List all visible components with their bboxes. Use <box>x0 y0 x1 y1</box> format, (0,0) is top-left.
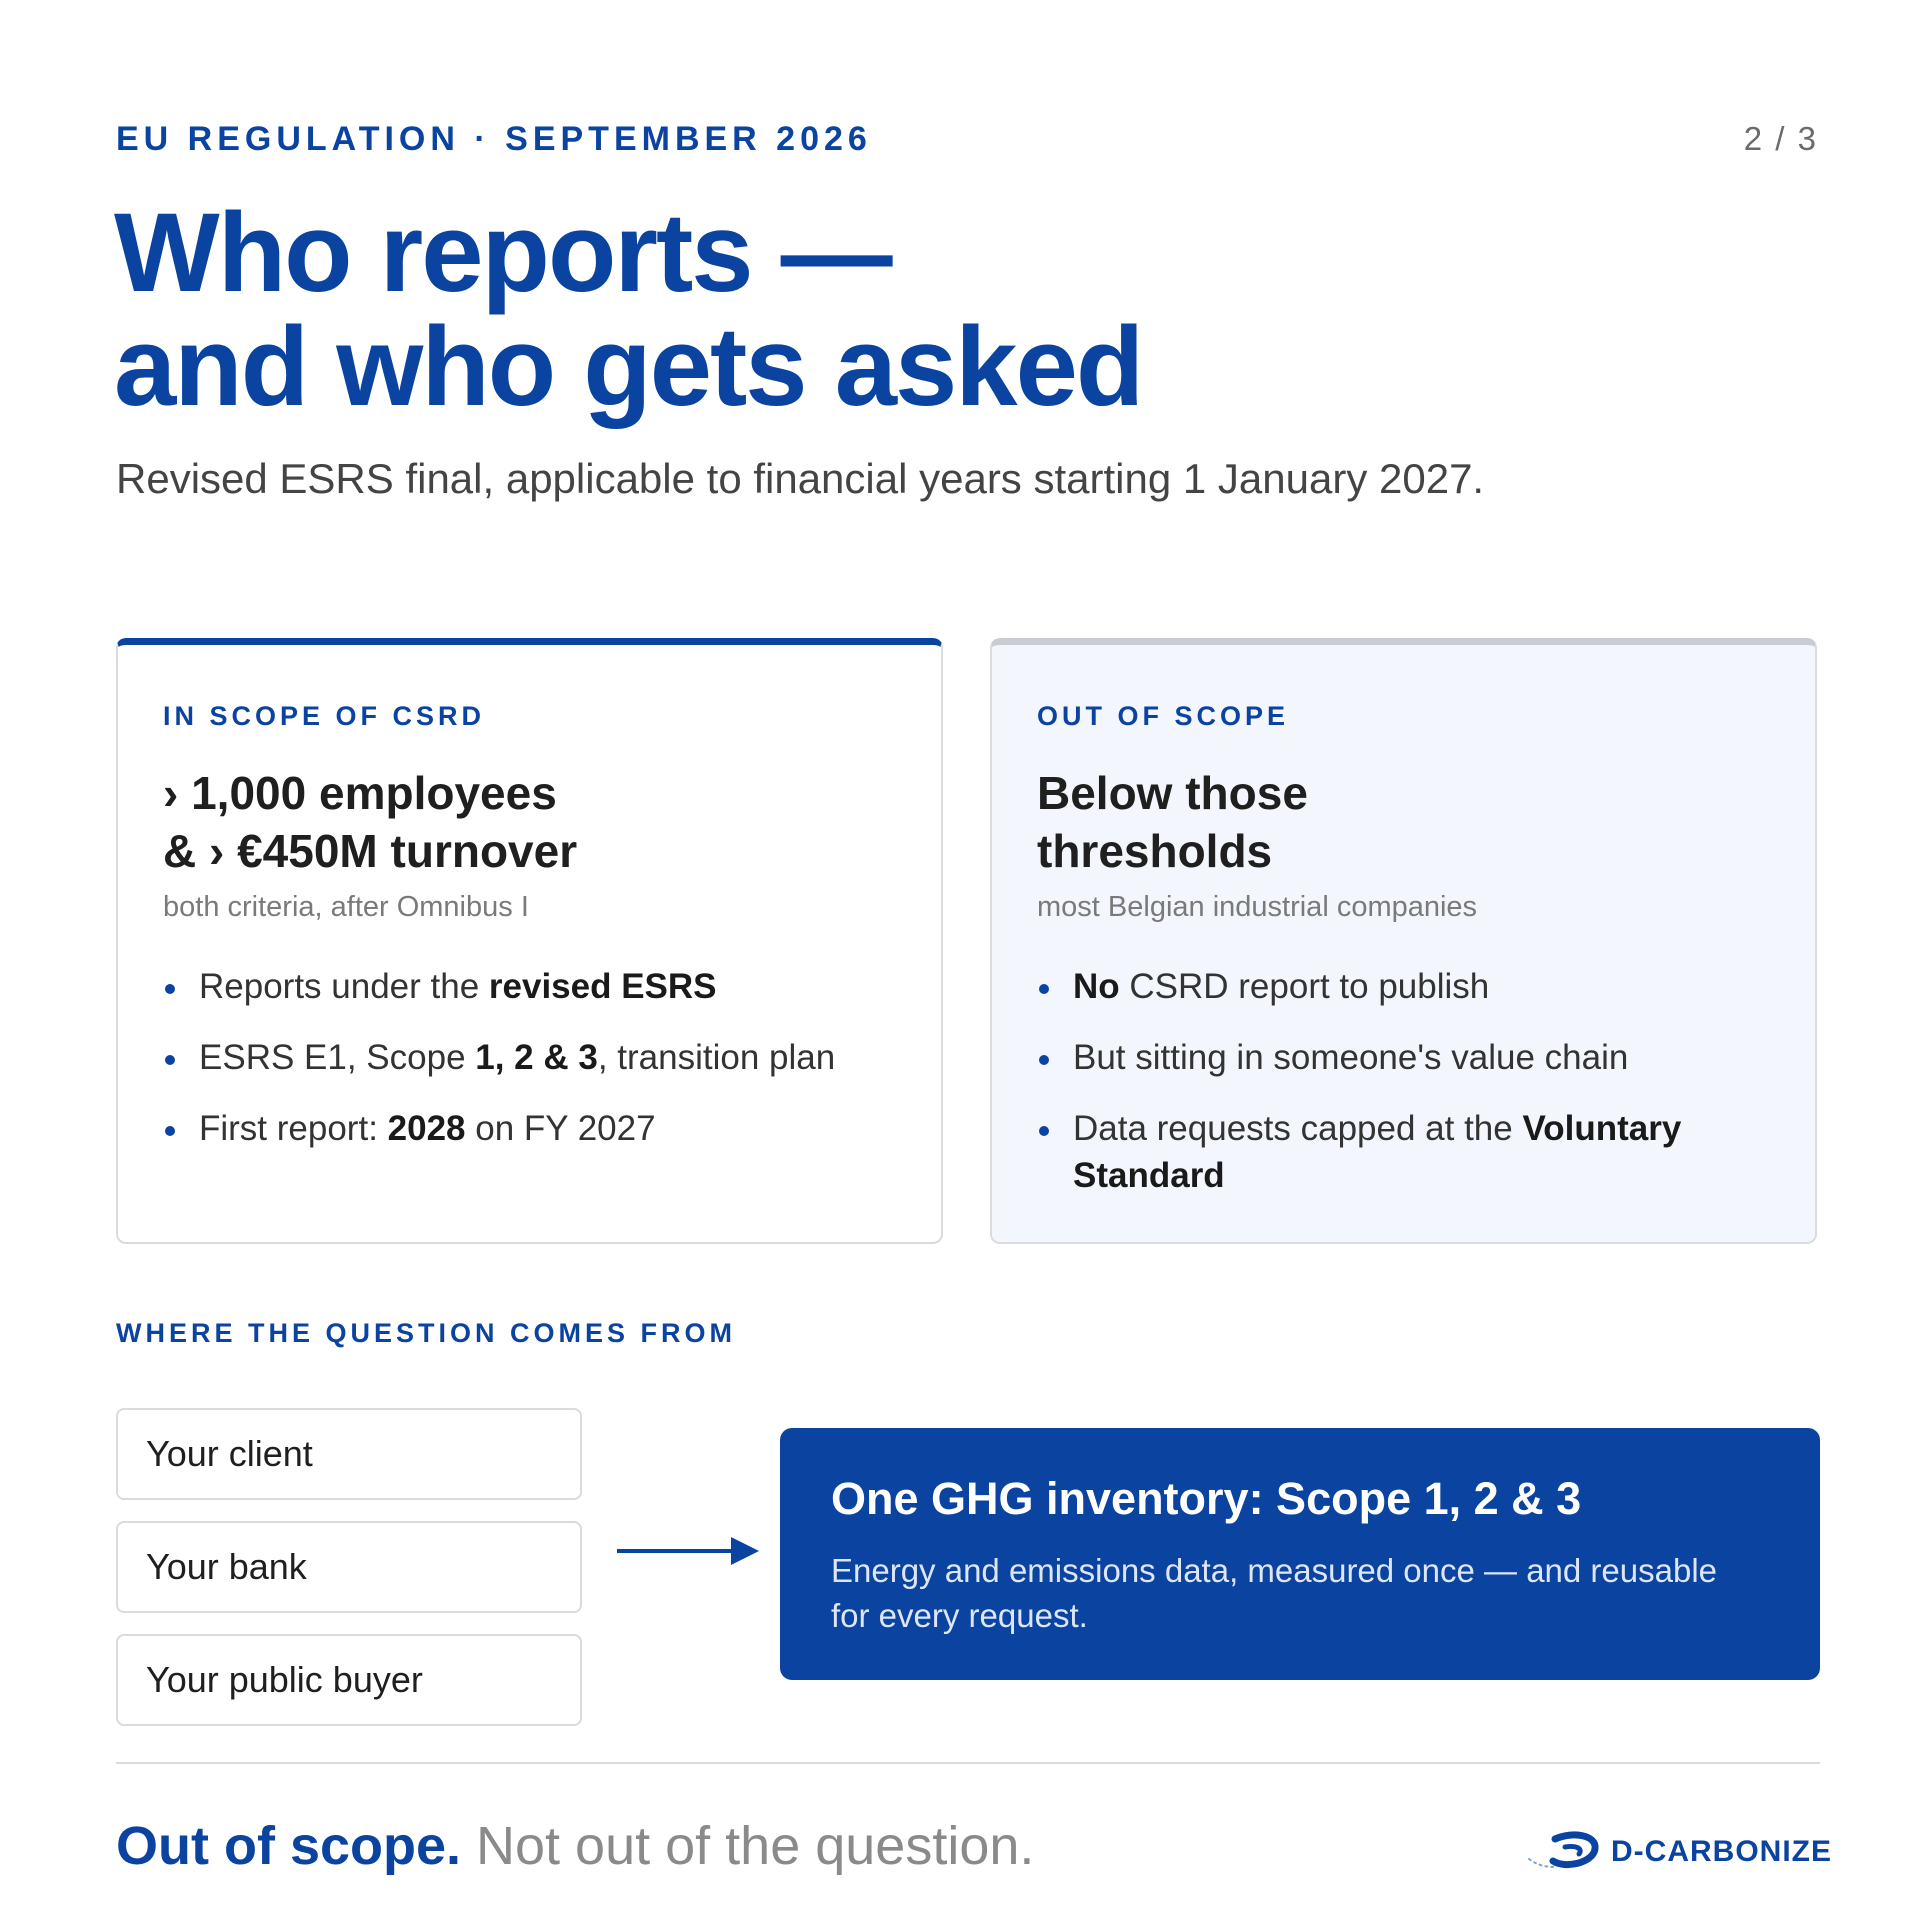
tagline-strong: Out of scope. <box>116 1816 462 1876</box>
tagline-rest: Not out of the question. <box>461 1816 1035 1876</box>
result-text: Energy and emissions data, measured once — and reusable for every request. <box>831 1552 1718 1634</box>
source-client: Your client <box>116 1408 582 1500</box>
source-public-buyer: Your public buyer <box>116 1634 582 1726</box>
in-scope-heading-line-2: & › €450M turnover <box>163 825 578 877</box>
list-item <box>163 1034 903 1081</box>
list-item-text: Data requests capped at the <box>1073 1109 1523 1148</box>
list-item <box>163 1105 903 1152</box>
arrow-right-icon <box>731 1537 759 1565</box>
in-scope-heading-line-1: › 1,000 employees <box>163 767 557 819</box>
list-item-text: , transition plan <box>597 1038 836 1077</box>
list-item-text: First report: <box>199 1109 388 1148</box>
list-item-text: CSRD report to publish <box>1119 967 1490 1006</box>
in-scope-label: IN SCOPE OF CSRD <box>163 701 486 731</box>
brand-name: D-CARBONIZE <box>1611 1835 1832 1868</box>
list-item-text: Reports under the <box>199 967 489 1006</box>
list-item-bold: revised ESRS <box>488 967 717 1006</box>
out-of-scope-list <box>1037 963 1777 1223</box>
list-item <box>1037 963 1777 1010</box>
subtitle: Revised ESRS final, applicable to financial years starting 1 January 2027. <box>116 455 1485 502</box>
out-of-scope-heading-line-2: thresholds <box>1037 825 1273 877</box>
list-item <box>1037 1105 1777 1199</box>
out-of-scope-label: OUT OF SCOPE <box>1037 701 1290 731</box>
out-of-scope-note: most Belgian industrial companies <box>1037 891 1478 923</box>
out-of-scope-heading-line-1: Below those <box>1037 767 1308 819</box>
page-title <box>114 190 1143 429</box>
list-item-bold: Voluntary Standard <box>1073 1109 1682 1195</box>
in-scope-card <box>116 638 943 1244</box>
list-item-text: But sitting in someone's value chain <box>1073 1038 1629 1077</box>
list-item <box>163 963 903 1010</box>
tagline <box>116 1815 1034 1877</box>
title-line-2: and who gets asked <box>114 304 1143 429</box>
list-item-bold: 1, 2 & 3 <box>475 1038 598 1077</box>
in-scope-note: both criteria, after Omnibus I <box>163 891 529 923</box>
list-item-text: on FY 2027 <box>465 1109 656 1148</box>
in-scope-list <box>163 963 903 1176</box>
list-item-bold: 2028 <box>387 1109 466 1148</box>
in-scope-heading <box>163 764 903 880</box>
page-indicator: 2 / 3 <box>1743 120 1818 157</box>
sources-label: WHERE THE QUESTION COMES FROM <box>116 1318 737 1348</box>
result-title: One GHG inventory: Scope 1, 2 & 3 <box>831 1473 1582 1524</box>
arrow-line <box>617 1549 735 1553</box>
list-item-text: ESRS E1, Scope <box>199 1038 476 1077</box>
list-item <box>1037 1034 1777 1081</box>
ghg-inventory-box <box>780 1428 1820 1680</box>
swirl-logo-icon <box>1525 1829 1603 1875</box>
list-item-bold: No <box>1073 967 1120 1006</box>
eyebrow: EU REGULATION · SEPTEMBER 2026 <box>116 120 872 158</box>
source-bank: Your bank <box>116 1521 582 1613</box>
out-of-scope-card <box>990 638 1817 1244</box>
brand-logo <box>1525 1827 1832 1877</box>
out-of-scope-heading <box>1037 764 1777 880</box>
title-line-1: Who reports — <box>114 190 891 315</box>
divider <box>116 1762 1820 1764</box>
